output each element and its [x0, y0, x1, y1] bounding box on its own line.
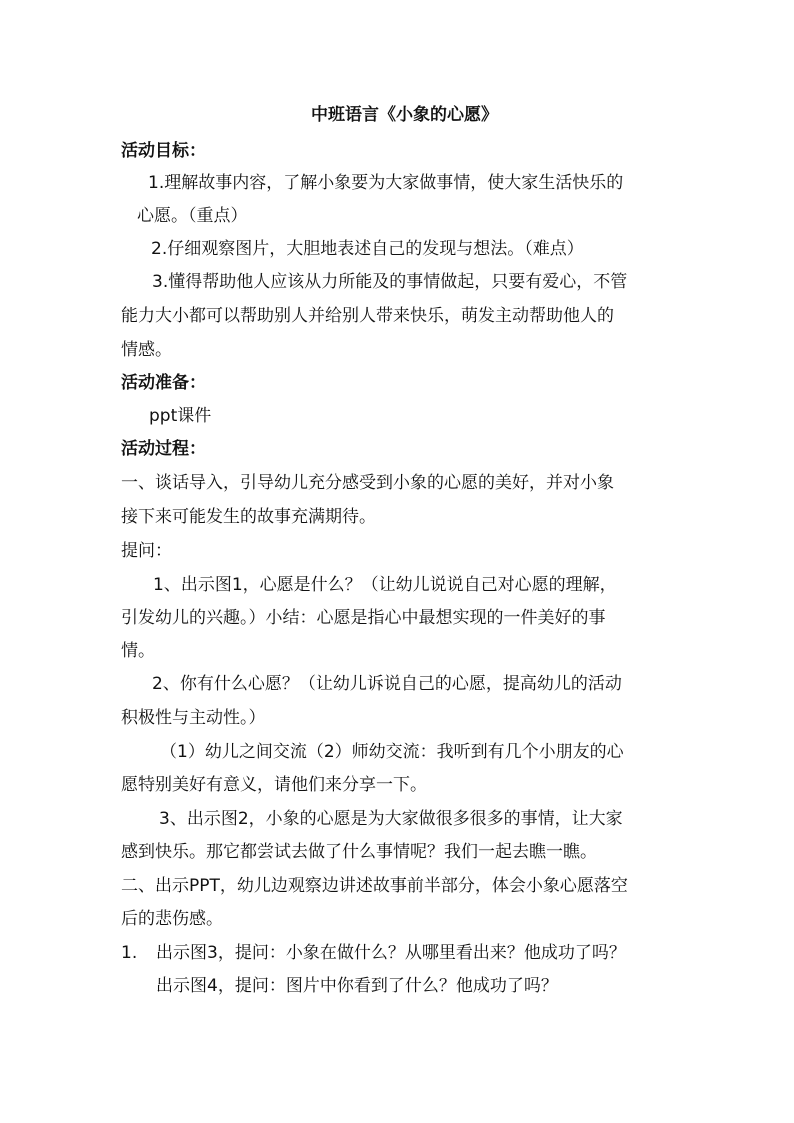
- question-2-line-2: 积极性与主动性。）: [121, 708, 266, 728]
- question-1-line-2: 引发幼儿的兴趣。）小结：心愿是指心中最想实现的一件美好的事: [121, 608, 606, 628]
- part-2-line-1: 二、出示PPT，幼儿边观察边讲述故事前半部分，体会小象心愿落空: [121, 876, 628, 896]
- part-2-line-2: 后的悲伤感。: [121, 909, 223, 929]
- item-1-line-2: 出示图4，提问：图片中你看到了什么？他成功了吗？: [156, 976, 558, 996]
- item-1-line-1: 出示图3，提问：小象在做什么？从哪里看出来？他成功了吗？: [156, 943, 626, 963]
- process-heading: 活动过程：: [121, 439, 206, 459]
- question-2-sub-line-1: （1）幼儿之间交流（2）师幼交流：我听到有几个小朋友的心: [160, 742, 624, 762]
- goal-1-line-1: 1.理解故事内容，了解小象要为大家做事情，使大家生活快乐的: [148, 173, 624, 193]
- goal-3-line-1: 3.懂得帮助他人应该从力所能及的事情做起，只要有爱心，不管: [152, 272, 628, 292]
- part-1-line-2: 接下来可能发生的故事充满期待。: [121, 507, 376, 527]
- part-1-line-1: 一、谈话导入，引导幼儿充分感受到小象的心愿的美好，并对小象: [121, 473, 614, 493]
- question-2-sub-line-2: 愿特别美好有意义，请他们来分享一下。: [121, 775, 427, 795]
- prep-heading: 活动准备：: [121, 373, 206, 393]
- document-title: 中班语言《小象的心愿》: [311, 105, 498, 125]
- question-3-line-1: 3、出示图2，小象的心愿是为大家做很多很多的事情，让大家: [159, 809, 623, 829]
- goal-3-line-2: 能力大小都可以帮助别人并给别人带来快乐，萌发主动帮助他人的: [121, 306, 614, 326]
- question-1-line-3: 情。: [121, 641, 155, 661]
- question-label: 提问：: [121, 541, 172, 561]
- goal-2: 2.仔细观察图片，大胆地表述自己的发现与想法。（难点）: [151, 239, 584, 259]
- question-3-line-2: 感到快乐。那它都尝试去做了什么事情呢？我们一起去瞧一瞧。: [121, 842, 597, 862]
- goal-3-line-3: 情感。: [121, 340, 172, 360]
- prep-item: ppt课件: [149, 406, 212, 426]
- question-2-line-1: 2、你有什么心愿？（让幼儿诉说自己的心愿，提高幼儿的活动: [152, 674, 622, 694]
- goal-1-line-2: 心愿。（重点）: [137, 206, 248, 226]
- goals-heading: 活动目标：: [121, 141, 206, 161]
- question-1-line-1: 1、出示图1，心愿是什么？（让幼儿说说自己对心愿的理解，: [153, 575, 617, 595]
- item-1-number: 1.: [121, 943, 138, 963]
